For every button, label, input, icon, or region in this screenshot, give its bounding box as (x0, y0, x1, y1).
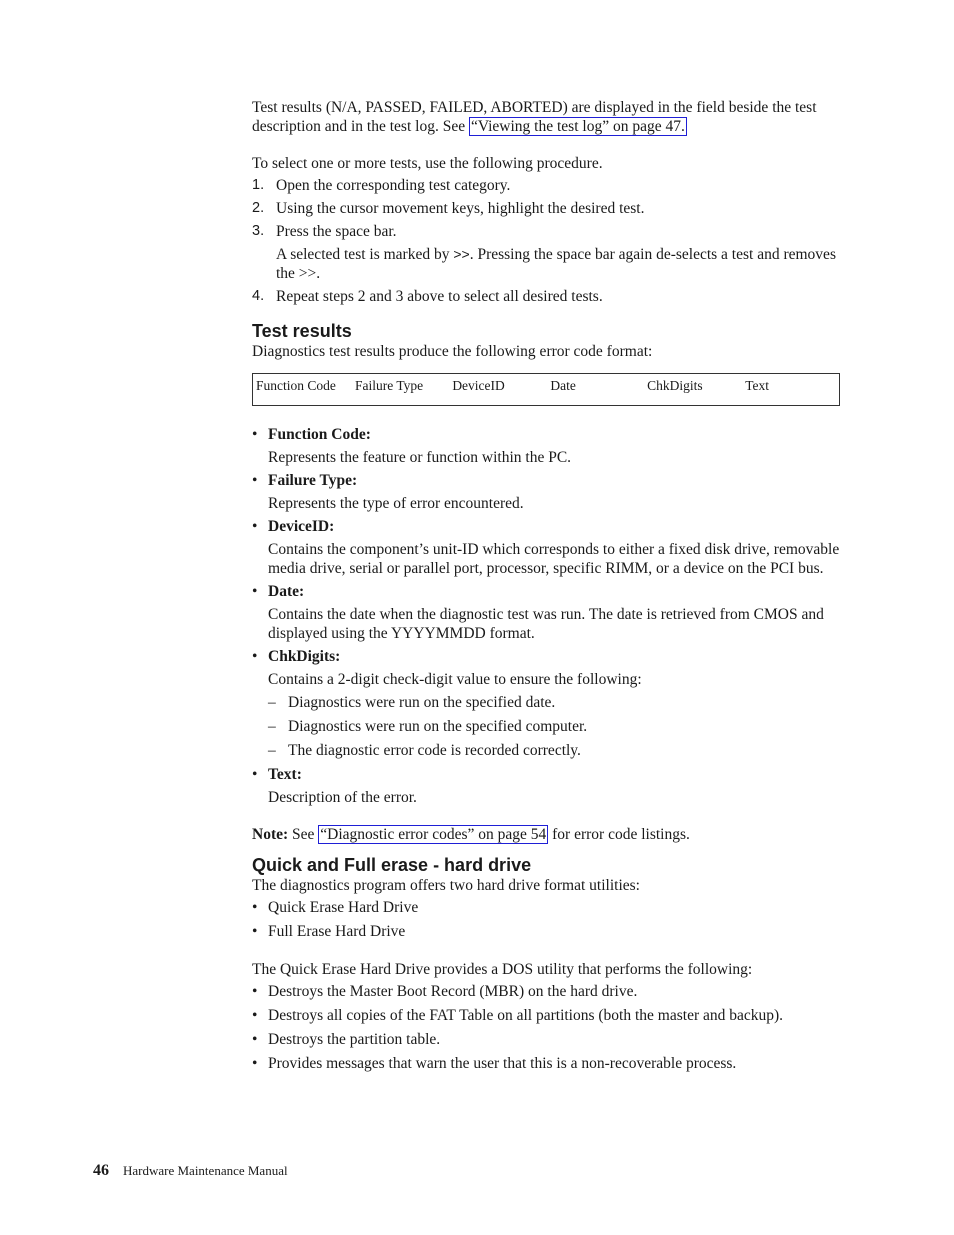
list-item: – Diagnostics were run on the specified date. (268, 694, 556, 711)
list-item: • Date: Contains the date when the diagnostic test was run. The date is retrieved from CMOS and displayed using the YYYYMMDD format. (252, 583, 824, 642)
step-3: 3. Press the space bar. A selected test is marked by >>. Pressing the space bar again de-selects a test and removes the >>. (252, 222, 842, 283)
table-row (253, 374, 840, 406)
list-item: – The diagnostic error code is recorded correctly. (268, 742, 581, 759)
chkdigits-sublist (268, 693, 842, 760)
list-item: • Provides messages that warn the user that this is a non-recoverable process. (252, 1055, 737, 1072)
list-item: • Destroys the Master Boot Record (MBR) on the hard drive. (252, 983, 638, 1000)
col-function-code: Function Code (256, 378, 336, 393)
heading-test-results: Test results (252, 321, 352, 341)
list-item: • Destroys the partition table. (252, 1031, 441, 1048)
step-3-detail: A selected test is marked by >>. Pressing the space bar again de-selects a test and removes the >>. (276, 246, 836, 282)
page-number: 46 (93, 1162, 109, 1179)
page-content (252, 98, 842, 1078)
procedure-steps (252, 176, 842, 306)
step-1: 1. Open the corresponding test category. (252, 177, 511, 194)
heading-quick-full-erase: Quick and Full erase - hard drive (252, 855, 532, 875)
col-failure-type: Failure Type (354, 378, 424, 393)
list-item: • Destroys all copies of the FAT Table on all partitions (both the master and backup). (252, 1007, 784, 1024)
page-footer (93, 1162, 288, 1180)
list-item: • Full Erase Hard Drive (252, 923, 406, 940)
link-viewing-test-log[interactable]: “Viewing the test log” on page 47. (470, 118, 685, 135)
link-diagnostic-error-codes[interactable]: “Diagnostic error codes” on page 54 (320, 826, 547, 843)
step-4: 4. Repeat steps 2 and 3 above to select all desired tests. (252, 288, 603, 305)
field-definitions (252, 425, 842, 807)
list-item: • Failure Type: Represents the type of error encountered. (252, 472, 524, 512)
list-item: • Text: Description of the error. (252, 766, 417, 806)
list-item: • DeviceID: Contains the component’s unit-ID which corresponds to either a fixed disk drive, removable media drive, serial or parallel port, processor, specific RIMM, or a device on the PCI bus. (252, 518, 840, 577)
col-text: Text (745, 378, 770, 393)
list-item: – Diagnostics were run on the specified computer. (268, 718, 588, 735)
note: Note: See “Diagnostic error codes” on page 54 for error code listings. (252, 826, 690, 843)
list-item: • ChkDigits: Contains a 2-digit check-digit value to ensure the following: – Diagnostics were run on the specified date. – Diagnostics were run on the specified computer. – The diagnostic error code is recorded correctly. (252, 647, 842, 760)
col-date: Date (550, 378, 576, 393)
step-2: 2. Using the cursor movement keys, highlight the desired test. (252, 200, 645, 217)
test-results-intro: Diagnostics test results produce the following error code format: (252, 343, 653, 360)
erase-utilities-list (252, 898, 842, 941)
manual-title: Hardware Maintenance Manual (123, 1163, 288, 1178)
intro-paragraph: Test results (N/A, PASSED, FAILED, ABORTED) are displayed in the field beside the test description and in the test log. See “Viewing the test log” on page 47. (252, 99, 817, 135)
col-chkdigits: ChkDigits (647, 378, 703, 393)
col-deviceid: DeviceID (452, 378, 505, 393)
error-code-format-table (252, 373, 840, 406)
selection-marker: >> (453, 246, 470, 262)
quick-erase-intro: The Quick Erase Hard Drive provides a DOS utility that performs the following: (252, 961, 753, 978)
procedure-intro: To select one or more tests, use the following procedure. (252, 155, 603, 172)
list-item: • Function Code: Represents the feature or function within the PC. (252, 426, 572, 466)
erase-intro: The diagnostics program offers two hard drive format utilities: (252, 877, 640, 894)
list-item: • Quick Erase Hard Drive (252, 899, 419, 916)
quick-erase-actions (252, 982, 842, 1073)
